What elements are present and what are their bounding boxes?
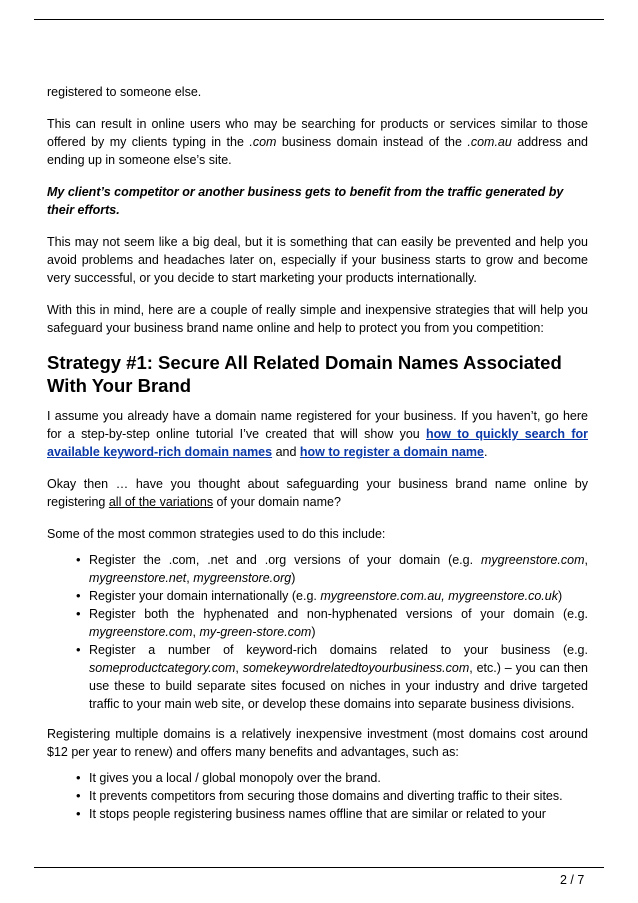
list-item: • It prevents competitors from securing those domains and diverting traffic to their sites.: [89, 787, 588, 805]
list-item: • Register the .com, .net and .org versions of your domain (e.g. mygreenstore.com, mygreenstore.net, mygreenstore.org): [89, 551, 588, 587]
paragraph: This can result in online users who may be searching for products or services similar to those offered by my clients typing in the .com business domain instead of the .com.au address and ending up in someone else’s site.: [47, 117, 588, 167]
list-item: • Register both the hyphenated and non-hyphenated versions of your domain (e.g. mygreenstore.com, my-green-store.com): [89, 605, 588, 641]
strategy-list: [47, 551, 588, 713]
paragraph: I assume you already have a domain name registered for your business. If you haven’t, go here for a step-by-step online tutorial I’ve created that will show you how to quickly search for available keyword-rich domain names and how to register a domain name.: [47, 409, 588, 459]
register-domain-link[interactable]: how to register a domain name: [299, 445, 484, 459]
paragraph: registered to someone else.: [47, 85, 202, 99]
paragraph: Some of the most common strategies used to do this include:: [47, 527, 386, 541]
list-item: • Register your domain internationally (e.g. mygreenstore.com.au, mygreenstore.co.uk): [89, 587, 588, 605]
list-item: • It gives you a local / global monopoly over the brand.: [89, 769, 588, 787]
benefits-list: [47, 769, 588, 823]
paragraph: This may not seem like a big deal, but it is something that can easily be prevented and help you avoid problems and headaches later on, especially if your business starts to grow and become very successful, or you decide to start marketing your products internationally.: [47, 235, 588, 285]
paragraph: Okay then … have you thought about safeguarding your business brand name online by registering all of the variations of your domain name?: [47, 477, 588, 509]
section-heading: Strategy #1: Secure All Related Domain Names Associated With Your Brand: [47, 352, 562, 396]
paragraph: With this in mind, here are a couple of really simple and inexpensive strategies that will help you safeguard your business brand name online and help to protect you from you competition:: [47, 303, 588, 335]
page-content: [47, 83, 588, 823]
emphasis-paragraph: My client’s competitor or another business gets to benefit from the traffic generated by their efforts.: [47, 185, 564, 217]
header-rule: [34, 19, 604, 20]
list-item: • Register a number of keyword-rich domains related to your business (e.g. someproductcategory.com, somekeywordrelatedtoyourbusiness.com, etc.) – you can then use these to build separate sites focused on niches in your industry and drive targeted traffic to your main web site, or develop these domains into separate business divisions.: [89, 641, 588, 713]
paragraph: Registering multiple domains is a relatively inexpensive investment (most domains cost around $12 per year to renew) and offers many benefits and advantages, such as:: [47, 727, 588, 759]
domain-search-link[interactable]: how to quickly search for available keyword-rich domain names: [47, 427, 588, 459]
list-item: • It stops people registering business names offline that are similar or related to your: [89, 805, 588, 823]
footer-rule: [34, 867, 604, 868]
page-number: 2 / 7: [560, 873, 585, 887]
